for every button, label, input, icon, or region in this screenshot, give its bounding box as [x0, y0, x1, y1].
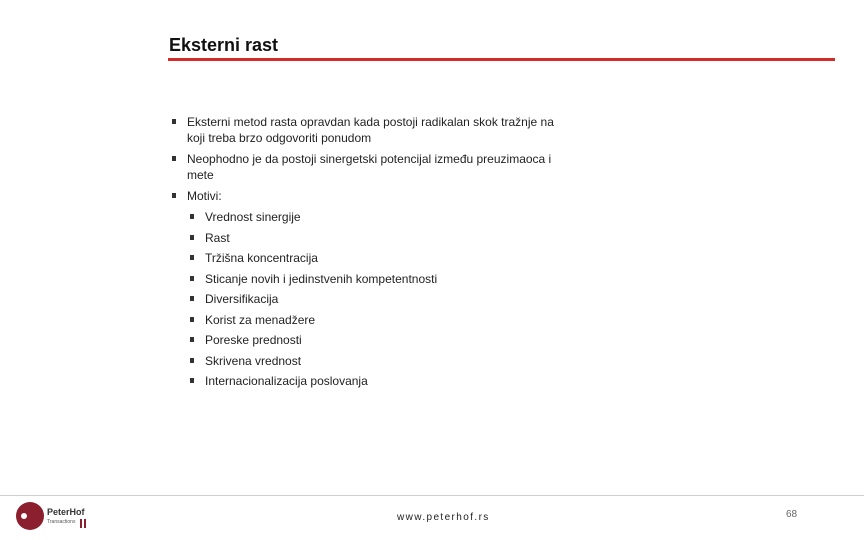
logo-bars-icon	[80, 519, 87, 528]
motive-item	[190, 353, 572, 369]
motive-text: Internacionalizacija poslovanja	[205, 374, 368, 388]
motive-item	[190, 291, 572, 307]
motive-text: Vrednost sinergije	[205, 210, 301, 224]
bullet-marker-icon	[190, 317, 194, 322]
bullet-text: Motivi:	[187, 189, 222, 203]
motive-item	[190, 250, 572, 266]
bullet-item	[172, 114, 572, 146]
motive-item	[190, 230, 572, 246]
bullet-text: Eksterni metod rasta opravdan kada postoji radikalan skok tražnje na koji treba brzo odgovoriti ponudom	[187, 115, 554, 145]
motive-item	[190, 271, 572, 287]
motive-text: Rast	[205, 230, 230, 245]
footer-divider	[0, 495, 864, 496]
bullet-marker-icon	[190, 255, 194, 260]
logo-dot-icon	[21, 513, 27, 519]
motive-item	[190, 373, 572, 389]
bullet-marker-icon	[190, 214, 194, 219]
bullet-marker-icon	[190, 378, 194, 383]
motive-text: Korist za menadžere	[205, 312, 316, 327]
peterhof-logo	[16, 502, 96, 532]
bullet-marker-icon	[172, 119, 176, 124]
bullet-item	[172, 151, 572, 183]
bullet-marker-icon	[172, 156, 176, 161]
bullet-list	[172, 114, 572, 394]
slide-title: Eksterni rast	[169, 35, 279, 55]
motive-item	[190, 312, 572, 328]
motives-list	[190, 209, 572, 389]
motive-text: Diversifikacija	[205, 292, 279, 306]
title-underline	[168, 58, 835, 61]
bullet-marker-icon	[190, 358, 194, 363]
bullet-marker-icon	[172, 193, 176, 198]
bullet-item-motives	[172, 188, 572, 389]
bullet-marker-icon	[190, 276, 194, 281]
bullet-text: Neophodno je da postoji sinergetski potencijal između preuzimaoca i mete	[187, 152, 552, 182]
motive-text: Tržišna koncentracija	[205, 251, 318, 265]
logo-circle-icon	[16, 502, 44, 530]
motive-text: Poreske prednosti	[205, 333, 302, 347]
bullet-marker-icon	[190, 235, 194, 240]
logo-name: PeterHof	[47, 507, 85, 517]
motive-item	[190, 209, 572, 225]
page-number: 68	[786, 509, 798, 520]
motive-item	[190, 332, 572, 348]
bullet-marker-icon	[190, 337, 194, 342]
logo-bar	[84, 519, 86, 528]
motive-text: Sticanje novih i jedinstvenih kompetentnosti	[205, 271, 438, 286]
logo-subtitle: Transactions	[47, 519, 76, 525]
logo-bar	[80, 519, 82, 528]
footer-url: www.peterhof.rs	[397, 512, 490, 523]
motive-text: Skrivena vrednost	[205, 353, 302, 368]
bullet-marker-icon	[190, 296, 194, 301]
